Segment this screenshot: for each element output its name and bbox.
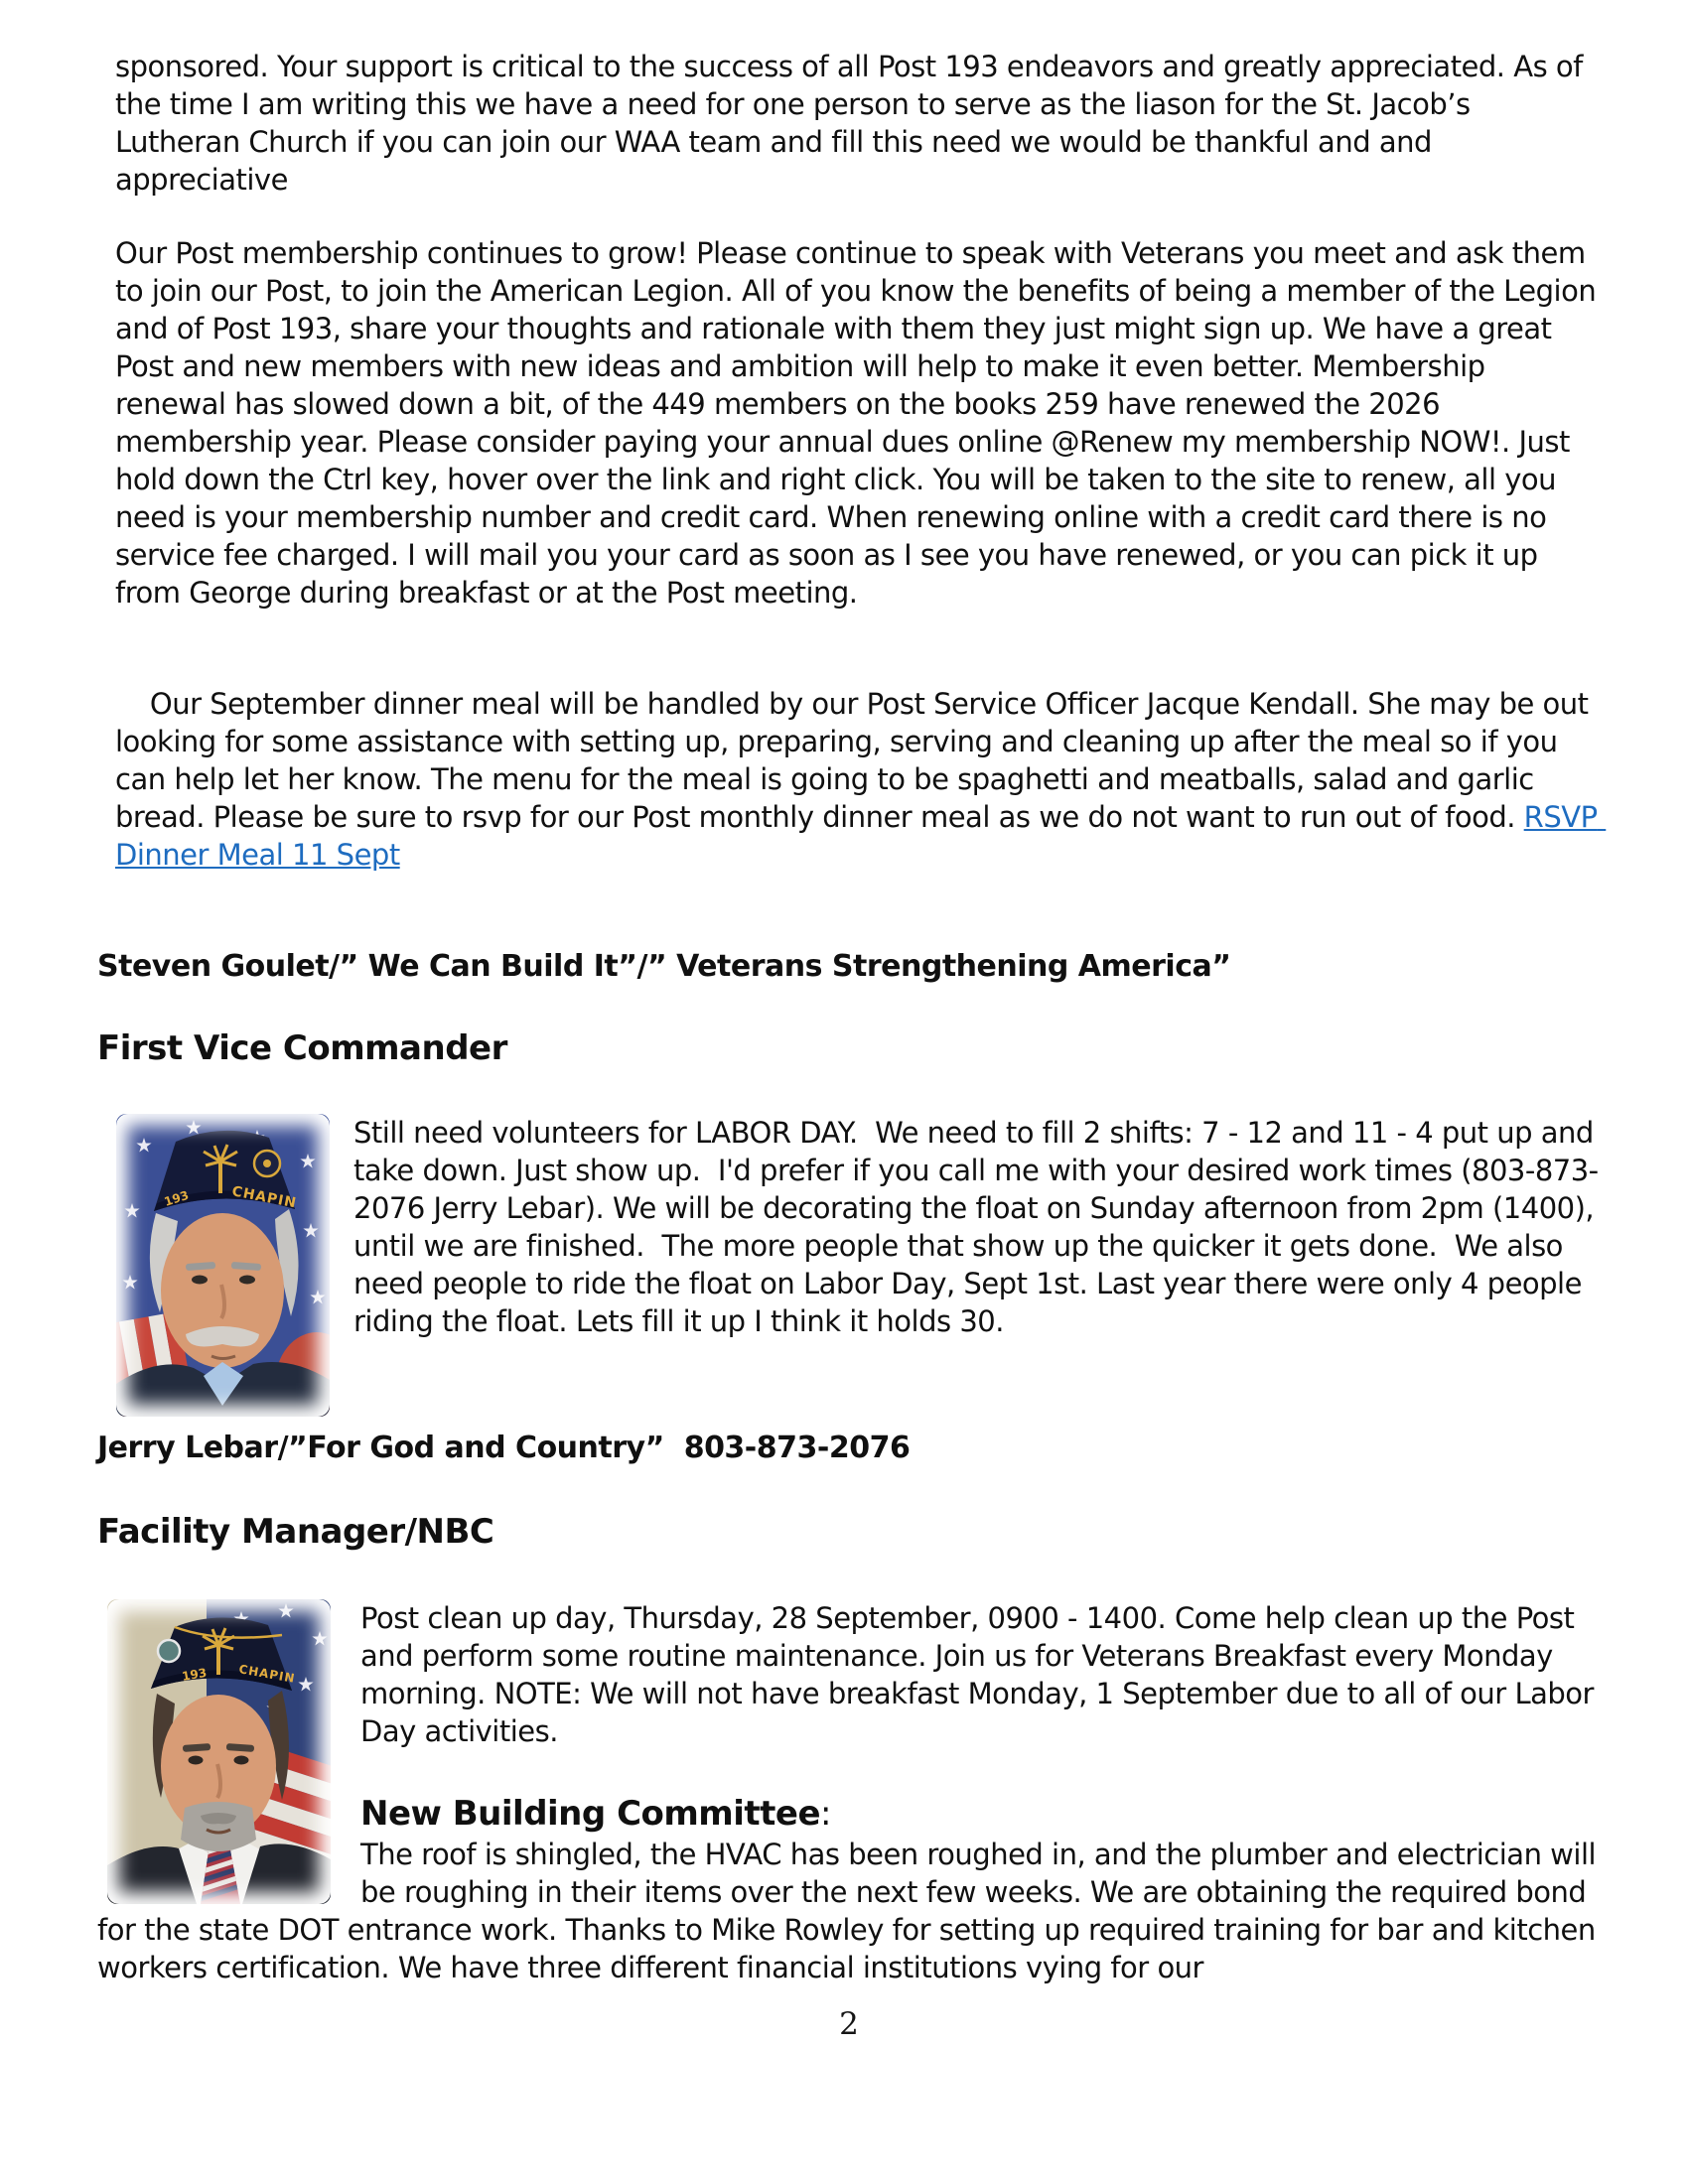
cap-emblem-icon: [203, 1628, 234, 1675]
intro-paragraph-2: Our Post membership continues to grow! Please continue to speak with Veterans you meet and ask them to join our Post, to join the American Legion. All of you know the benefits of being a member of the Legion and of Post 193, share your thoughts and rationale with them they just might sign up. We have a great Post and new members with new ideas and ambition will help to make it even better. Membership renewal has slowed down a bit, of the 449 members on the books 259 have renewed the 2026 membership year. Please consider paying your annual dues online @Renew my membership NOW!. Just hold down the Ctrl key, hover over the link and right click. You will be taken to the site to renew, all you need is your membership number and credit card. When renewing online with a credit card there is no service fee charged. I will mail you your card as soon as I see you have renewed, or you can pick it up from George during breakfast or at the Post meeting.: [115, 236, 1605, 610]
signature-jerry-lebar: Jerry Lebar/”For God and Country” 803-873-2076: [97, 1431, 911, 1465]
flag-stripes: [209, 1738, 331, 1893]
nbc-heading-text: New Building Committee: [360, 1794, 821, 1834]
cap-badge-icon: [254, 1151, 280, 1176]
first-vice-body: Still need volunteers for LABOR DAY. We need to fill 2 shifts: 7 - 12 and 11 - 4 put up and take down. Just show up. I'd prefer if you call me with your desired work times (803-873-2076 Jerry Lebar). We will be decorating the float on Sunday afternoon from 2pm (1400), until we are finished. The more people that show up the quicker it gets done. We also need people to ride the float on Labor Day, Sept 1st. Last year there were only 4 people riding the float. Lets fill it up I think it holds 30.: [353, 1116, 1603, 1338]
first-vice-portrait-illustration: [116, 1114, 330, 1417]
nbc-body: The roof is shingled, the HVAC has been roughed in, and the plumber and electrician will be roughing in their items over the next few weeks. We are obtaining the required bond for the state DOT entrance work. Thanks to Mike Rowley for setting up required training for bar and kitchen workers certification. We have three different financial institutions vying for our: [97, 1838, 1605, 1984]
first-vice-photo: [116, 1114, 330, 1417]
suit: [116, 1362, 330, 1417]
intro-paragraph-1: sponsored. Your support is critical to the success of all Post 193 endeavors and greatly appreciated. As of the time I am writing this we have a need for one person to serve as the liason for the St. Jacob’s Lutheran Church if you can join our WAA team and fill this need we would be thankful and and appreciative: [115, 50, 1592, 197]
legion-cap-icon: [154, 1131, 298, 1212]
flag-stripes: [116, 1311, 201, 1417]
cap-patch-icon: [158, 1640, 180, 1662]
shirt: [204, 1362, 243, 1406]
rsvp-dinner-link[interactable]: RSVP Dinner Meal 11 Sept: [115, 800, 1607, 872]
portrait-person: [116, 1131, 330, 1417]
tie: [197, 1840, 246, 1904]
facility-portrait-illustration: [107, 1599, 331, 1904]
us-flag-icon: [207, 1599, 331, 1904]
intro-paragraph-3-text: Our September dinner meal will be handled by our Post Service Officer Jacque Kendall. She may be out looking for some assistance with setting up, preparing, serving and cleaning up after the meal so if you can help let her know. The menu for the meal is going to be spaghetti and meatballs, salad and garlic bread. Please be sure to rsvp for our Post monthly dinner meal as we do not want to run out of food.: [115, 687, 1598, 834]
heading-first-vice-commander: First Vice Commander: [97, 1028, 507, 1068]
heading-facility-manager: Facility Manager/NBC: [97, 1512, 494, 1552]
cap-emblem-icon: [204, 1145, 237, 1193]
cap-town-text: CHAPIN: [237, 1662, 297, 1686]
first-vice-section: [97, 1114, 1601, 1340]
shirt: [172, 1828, 266, 1904]
facility-section: [97, 1599, 1605, 1986]
portrait-person: [107, 1617, 331, 1904]
page-number: 2: [839, 2006, 859, 2042]
suit-right: [242, 1843, 331, 1904]
signature-steven-goulet: Steven Goulet/” We Can Build It”/” Veterans Strengthening America”: [97, 949, 1231, 984]
us-flag-icon: [116, 1114, 330, 1417]
cap-number-text: 193: [181, 1665, 209, 1684]
facility-body: Post clean up day, Thursday, 28 September, 0900 - 1400. Come help clean up the Post and perform some routine maintenance. Join us for Veterans Breakfast every Monday morning. NOTE: We will not have breakfast Monday, 1 September due to all of our Labor Day activities.: [360, 1601, 1603, 1748]
nbc-heading-colon: :: [820, 1794, 831, 1834]
goatee: [181, 1802, 256, 1851]
wall-background: [107, 1599, 331, 1904]
intro-paragraph-3: [97, 647, 1607, 911]
legion-cap-icon: [151, 1617, 296, 1691]
cap-number-text: 193: [162, 1187, 191, 1209]
suit-left: [107, 1846, 197, 1904]
cap-town-text: CHAPIN: [230, 1183, 299, 1212]
facility-manager-photo: [107, 1599, 331, 1904]
mustache: [186, 1326, 259, 1346]
